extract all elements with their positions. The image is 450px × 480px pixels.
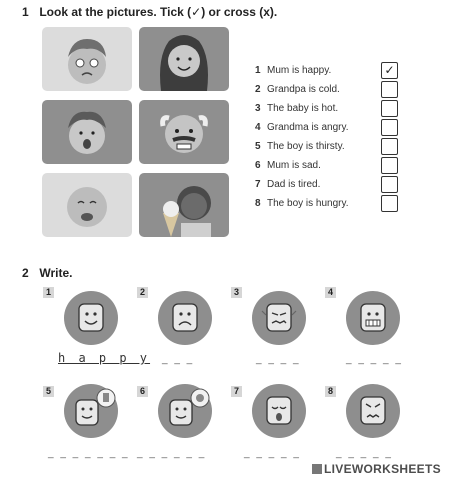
write-blanks-5[interactable]: _ _ _ _ _ _ _ xyxy=(48,448,130,459)
sentence-text: The boy is thirsty. xyxy=(267,141,345,152)
sentence-3 xyxy=(255,102,338,116)
sentence-7 xyxy=(255,178,320,192)
write-item-number: 3 xyxy=(231,287,242,298)
sentence-number: 2 xyxy=(255,84,261,95)
sentence-text: Grandma is angry. xyxy=(267,122,349,133)
sentence-5 xyxy=(255,140,345,154)
picture-grandpa xyxy=(139,100,229,164)
write-item-number: 5 xyxy=(43,386,54,397)
sentence-number: 7 xyxy=(255,179,261,190)
sentence-number: 8 xyxy=(255,198,261,209)
sentence-4 xyxy=(255,121,349,135)
write-answer-1[interactable]: h a p p y xyxy=(58,351,151,365)
cold-face-icon xyxy=(252,291,306,345)
liveworksheets-logo xyxy=(312,462,441,476)
hungry-face-icon xyxy=(158,384,212,438)
sentence-text: The baby is hot. xyxy=(267,103,339,114)
exercise-2-instruction: Write. xyxy=(39,266,73,280)
sentence-text: Grandpa is cold. xyxy=(267,84,340,95)
sad-face-icon xyxy=(158,291,212,345)
exercise-1-heading xyxy=(22,5,277,19)
sentence-number: 1 xyxy=(255,65,261,76)
sentence-number: 5 xyxy=(255,141,261,152)
sentence-8 xyxy=(255,197,349,211)
angry-face-icon xyxy=(346,384,400,438)
sentence-1 xyxy=(255,64,331,78)
liveworksheets-logo-icon xyxy=(312,464,322,474)
write-item-number: 4 xyxy=(325,287,336,298)
angry-teeth-face-icon xyxy=(346,291,400,345)
write-item-number: 1 xyxy=(43,287,54,298)
sentence-number: 3 xyxy=(255,103,261,114)
picture-baby xyxy=(42,173,132,237)
sentence-text: Mum is sad. xyxy=(267,160,321,171)
answer-box-5[interactable] xyxy=(381,138,398,155)
picture-grandma xyxy=(42,27,132,91)
happy-face-icon xyxy=(64,291,118,345)
sentence-number: 4 xyxy=(255,122,261,133)
sentence-text: Dad is tired. xyxy=(267,179,321,190)
thirsty-face-icon xyxy=(64,384,118,438)
exercise-1-instruction: Look at the pictures. Tick (✓) or cross (x). xyxy=(39,5,278,19)
picture-boy-icecream xyxy=(139,173,229,237)
logo-text: LIVEWORKSHEETS xyxy=(324,462,441,476)
write-blanks-4[interactable]: _ _ _ _ _ xyxy=(346,354,403,365)
answer-box-8[interactable] xyxy=(381,195,398,212)
write-blanks-7[interactable]: _ _ _ _ _ xyxy=(244,448,301,459)
exercise-2-heading xyxy=(22,266,72,280)
write-item-number: 6 xyxy=(137,386,148,397)
answer-box-4[interactable] xyxy=(381,119,398,136)
write-item-number: 7 xyxy=(231,386,242,397)
answer-box-7[interactable] xyxy=(381,176,398,193)
answer-box-6[interactable] xyxy=(381,157,398,174)
sentence-number: 6 xyxy=(255,160,261,171)
write-blanks-2[interactable]: _ _ _ xyxy=(162,354,195,365)
answer-box-3[interactable] xyxy=(381,100,398,117)
write-blanks-6[interactable]: _ _ _ _ _ _ xyxy=(137,448,207,459)
picture-girl-hot xyxy=(42,100,132,164)
tired-face-icon xyxy=(252,384,306,438)
sentence-2 xyxy=(255,83,340,97)
exercise-1-number: 1 xyxy=(22,5,29,19)
write-blanks-8[interactable]: _ _ _ _ _ xyxy=(336,448,393,459)
answer-box-1[interactable]: ✓ xyxy=(381,62,398,79)
picture-mum xyxy=(139,27,229,91)
sentence-6 xyxy=(255,159,321,173)
write-item-number: 8 xyxy=(325,386,336,397)
exercise-2-number: 2 xyxy=(22,266,29,280)
sentence-text: The boy is hungry. xyxy=(267,198,349,209)
write-blanks-3[interactable]: _ _ _ _ xyxy=(256,354,301,365)
sentence-text: Mum is happy. xyxy=(267,65,332,76)
answer-box-2[interactable] xyxy=(381,81,398,98)
write-item-number: 2 xyxy=(137,287,148,298)
